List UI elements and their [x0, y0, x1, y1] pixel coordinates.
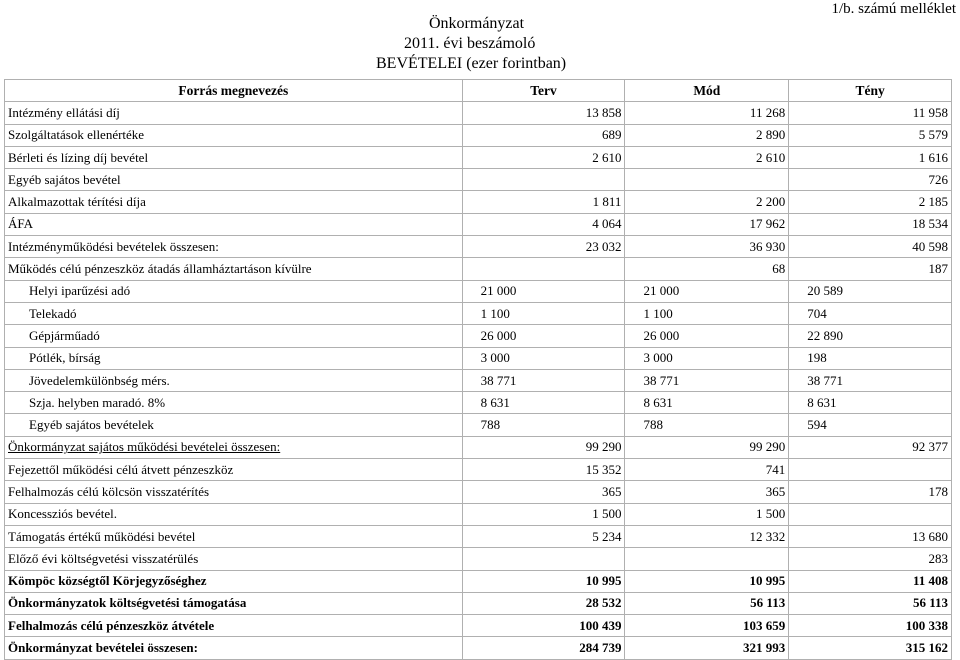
table-row	[5, 302, 952, 324]
row-name: Felhalmozás célú kölcsön visszatérítés	[5, 481, 463, 503]
row-mod: 1 500	[625, 503, 789, 525]
table-row	[5, 169, 952, 191]
row-mod: 788	[625, 414, 789, 436]
row-teny: 56 113	[789, 592, 952, 614]
row-teny: 100 338	[789, 615, 952, 637]
row-name: Bérleti és lízing díj bevétel	[5, 146, 463, 168]
row-terv	[462, 169, 625, 191]
table-body	[5, 102, 952, 659]
row-mod: 2 200	[625, 191, 789, 213]
table-header-row	[5, 80, 952, 102]
table-row	[5, 570, 952, 592]
row-mod: 2 610	[625, 146, 789, 168]
row-name: Működés célú pénzeszköz átadás államháztartáson kívülre	[5, 258, 463, 280]
row-teny	[789, 459, 952, 481]
row-name: Helyi iparűzési adó	[5, 280, 463, 302]
row-terv: 10 995	[462, 570, 625, 592]
row-mod: 36 930	[625, 236, 789, 258]
table-row	[5, 347, 952, 369]
row-teny: 8 631	[789, 392, 952, 414]
row-name: Telekadó	[5, 302, 463, 324]
row-terv: 4 064	[462, 213, 625, 235]
row-teny: 726	[789, 169, 952, 191]
table-row	[5, 481, 952, 503]
table-row	[5, 414, 952, 436]
row-terv	[462, 548, 625, 570]
row-teny: 38 771	[789, 369, 952, 391]
table-row	[5, 236, 952, 258]
row-terv: 2 610	[462, 146, 625, 168]
table-row	[5, 548, 952, 570]
row-name: Alkalmazottak térítési díja	[5, 191, 463, 213]
row-terv: 3 000	[462, 347, 625, 369]
row-terv: 284 739	[462, 637, 625, 659]
row-name: Szolgáltatások ellenértéke	[5, 124, 463, 146]
row-terv: 788	[462, 414, 625, 436]
row-name: Jövedelemkülönbség mérs.	[5, 369, 463, 391]
row-teny: 1 616	[789, 146, 952, 168]
row-terv: 1 100	[462, 302, 625, 324]
row-teny: 92 377	[789, 436, 952, 458]
annex-label: 1/b. számú melléklet	[831, 1, 956, 17]
row-name: Fejezettől működési célú átvett pénzeszköz	[5, 459, 463, 481]
document-subtitle: 2011. évi beszámoló	[404, 35, 536, 52]
table-row	[5, 592, 952, 614]
table-row	[5, 637, 952, 659]
row-teny: 11 958	[789, 102, 952, 124]
row-mod: 68	[625, 258, 789, 280]
row-name: Pótlék, bírság	[5, 347, 463, 369]
table-row	[5, 102, 952, 124]
table-row	[5, 615, 952, 637]
row-terv: 21 000	[462, 280, 625, 302]
document-section-title: BEVÉTELEI (ezer forintban)	[376, 55, 567, 72]
row-teny: 198	[789, 347, 952, 369]
document-title: Önkormányzat	[429, 15, 525, 32]
row-name: ÁFA	[5, 213, 463, 235]
row-name: Intézmény ellátási díj	[5, 102, 463, 124]
table-row	[5, 280, 952, 302]
table-row	[5, 459, 952, 481]
row-mod	[625, 169, 789, 191]
row-terv: 38 771	[462, 369, 625, 391]
row-mod: 21 000	[625, 280, 789, 302]
row-terv: 13 858	[462, 102, 625, 124]
row-mod: 26 000	[625, 325, 789, 347]
row-teny: 315 162	[789, 637, 952, 659]
row-teny: 2 185	[789, 191, 952, 213]
column-header-name: Forrás megnevezés	[5, 80, 463, 102]
table-row	[5, 213, 952, 235]
row-terv: 99 290	[462, 436, 625, 458]
table-row	[5, 436, 952, 458]
row-terv: 1 500	[462, 503, 625, 525]
row-terv: 100 439	[462, 615, 625, 637]
row-mod: 10 995	[625, 570, 789, 592]
row-teny: 11 408	[789, 570, 952, 592]
column-header-mod: Mód	[625, 80, 789, 102]
row-mod: 8 631	[625, 392, 789, 414]
row-teny: 178	[789, 481, 952, 503]
row-terv: 1 811	[462, 191, 625, 213]
row-teny: 283	[789, 548, 952, 570]
row-mod: 365	[625, 481, 789, 503]
row-name: Önkormányzat sajátos működési bevételei összesen:	[5, 436, 463, 458]
table-row	[5, 325, 952, 347]
row-name: Intézményműködési bevételek összesen:	[5, 236, 463, 258]
row-name: Koncessziós bevétel.	[5, 503, 463, 525]
row-terv: 689	[462, 124, 625, 146]
row-mod: 38 771	[625, 369, 789, 391]
table-row	[5, 392, 952, 414]
row-teny: 22 890	[789, 325, 952, 347]
row-name: Gépjárműadó	[5, 325, 463, 347]
row-teny: 704	[789, 302, 952, 324]
row-mod: 3 000	[625, 347, 789, 369]
row-terv: 23 032	[462, 236, 625, 258]
table-row	[5, 146, 952, 168]
row-terv: 15 352	[462, 459, 625, 481]
row-name: Felhalmozás célú pénzeszköz átvétele	[5, 615, 463, 637]
row-terv: 8 631	[462, 392, 625, 414]
row-name: Kömpöc községtől Körjegyzőséghez	[5, 570, 463, 592]
row-mod: 17 962	[625, 213, 789, 235]
row-terv: 365	[462, 481, 625, 503]
revenue-table	[4, 79, 952, 660]
row-mod: 11 268	[625, 102, 789, 124]
row-teny: 13 680	[789, 525, 952, 547]
column-header-teny: Tény	[789, 80, 952, 102]
row-mod: 321 993	[625, 637, 789, 659]
row-name: Egyéb sajátos bevételek	[5, 414, 463, 436]
row-mod: 12 332	[625, 525, 789, 547]
row-name: Előző évi költségvetési visszatérülés	[5, 548, 463, 570]
table-row	[5, 503, 952, 525]
row-name: Önkormányzat bevételei összesen:	[5, 637, 463, 659]
table-row	[5, 369, 952, 391]
row-terv: 26 000	[462, 325, 625, 347]
table-row	[5, 191, 952, 213]
row-name: Egyéb sajátos bevétel	[5, 169, 463, 191]
table-row	[5, 124, 952, 146]
table-row	[5, 258, 952, 280]
row-teny: 40 598	[789, 236, 952, 258]
row-mod: 1 100	[625, 302, 789, 324]
row-name: Önkormányzatok költségvetési támogatása	[5, 592, 463, 614]
row-mod: 741	[625, 459, 789, 481]
column-header-terv: Terv	[462, 80, 625, 102]
row-teny: 5 579	[789, 124, 952, 146]
row-teny: 20 589	[789, 280, 952, 302]
row-terv: 28 532	[462, 592, 625, 614]
row-teny	[789, 503, 952, 525]
row-name: Szja. helyben maradó. 8%	[5, 392, 463, 414]
row-terv: 5 234	[462, 525, 625, 547]
table-row	[5, 525, 952, 547]
row-teny: 18 534	[789, 213, 952, 235]
row-mod: 99 290	[625, 436, 789, 458]
row-terv	[462, 258, 625, 280]
row-teny: 594	[789, 414, 952, 436]
row-teny: 187	[789, 258, 952, 280]
row-mod: 103 659	[625, 615, 789, 637]
row-mod: 56 113	[625, 592, 789, 614]
row-mod	[625, 548, 789, 570]
row-name: Támogatás értékű működési bevétel	[5, 525, 463, 547]
row-mod: 2 890	[625, 124, 789, 146]
